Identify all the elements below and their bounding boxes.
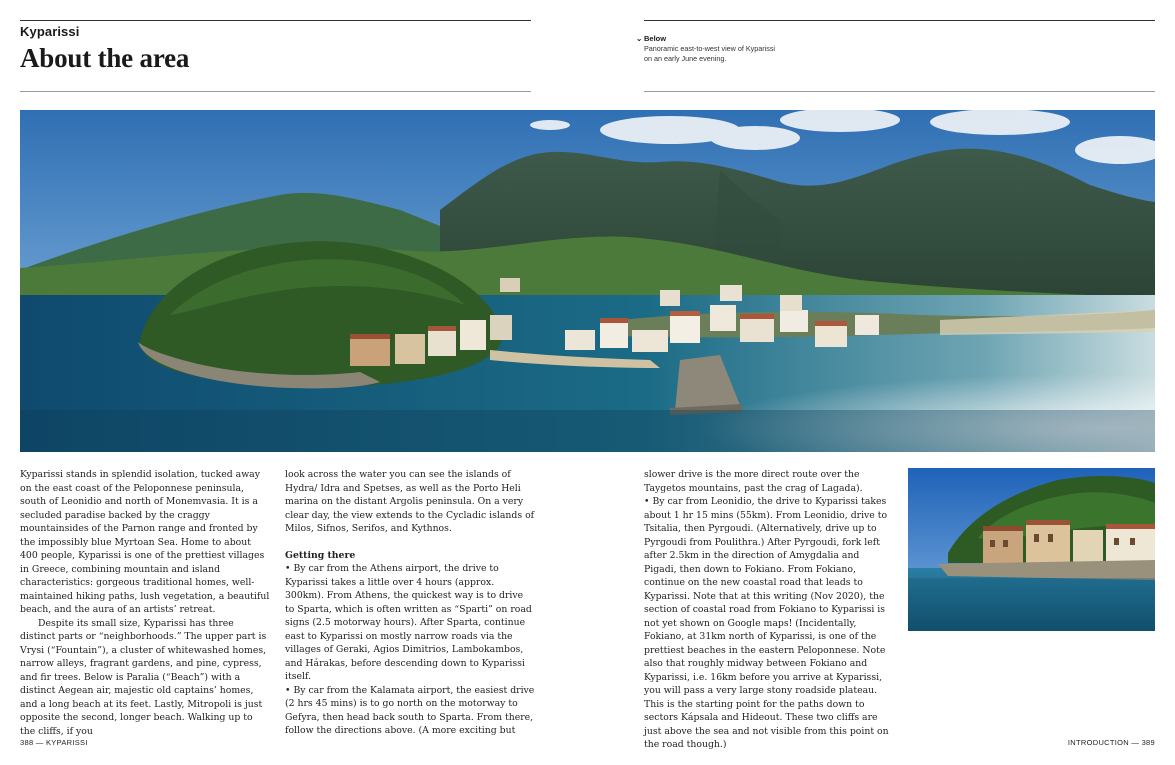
body-column-2 — [285, 468, 535, 738]
caption-label: Below — [644, 34, 667, 43]
paragraph: Despite its small size, Kyparissi has three distinct parts or “neighborhoods.” The upper part is Vrysi (“Fountain”), a cluster of whitewashed homes, narrow alleys, fragrant gardens, and pine, cypress, and fir trees. Below is Paralia (“Beach”) with a distinct Aegean air, majestic old captains’ homes, and a long beach at its feet. Lastly, Mitropoli is just opposite the second, longer beach. Walking up to the cliffs, if you — [20, 617, 267, 737]
body-column-1 — [20, 468, 270, 738]
subheading-getting-there: Getting there — [285, 549, 356, 561]
chevron-down-icon: ⌄ — [636, 34, 643, 43]
caption-text: Panoramic east-to-west view of Kyparissi on an early June evening. — [644, 44, 776, 63]
folio-right: INTRODUCTION — 389 — [1067, 738, 1155, 747]
paragraph: look across the water you can see the islands of Hydra/ Idra and Spetses, as well as the Porto Heli marina on the distant Argolis peninsula. On a very clear day, the view extends to the Cycladic islands of Milos, Sifnos, Serifos, and Kythnos. — [285, 469, 535, 534]
body-column-3 — [644, 468, 894, 752]
inset-photo — [908, 468, 1155, 631]
photo-caption — [636, 34, 776, 64]
folio-left: 388 — KYPARISSI — [20, 738, 88, 747]
top-rule-left — [20, 20, 531, 21]
bullet-item: • By car from the Athens airport, the drive to Kyparissi takes a little over 4 hours (approx. 300km). From Athens, the quickest way is to drive to Sparta, which is often written as “Sparti” on road signs (2.5 motorway hours). After Sparta, continue east to Kyparissi on mostly narrow roads via the villages of Geraki, Agios Dimitrios, Lambokambos, and Hárakas, before descending down to Kyparissi itself. — [285, 563, 532, 682]
panorama-photo — [20, 110, 1155, 452]
bullet-item: • By car from Leonidio, the drive to Kyparissi takes about 1 hr 15 mins (55km). From Leonidio, drive to Tsitalia, then Pyrgoudi. (Alternatively, drive up to Pyrgoudi from Poulithra.) After Pyrgoudi, fork left after 2.5km in the direction of Amygdalia and Pigadi, then down to Fokiano. From Fokiano, continue on the new coastal road that leads to Kyparissi. Note that at this writing (Nov 2020), the section of coastal road from Fokiano to Kyparissi is not yet shown on Google maps! (Incidentally, Fokiano, at 31km north of Kyparissi, is one of the prettiest beaches in the eastern Peloponnese. Note also that roughly midway between Fokiano and Kyparissi, i.e. 16km before you arrive at Kyparissi, you will pass a very large stony roadside plateau. This is the starting point for the paths down to sectors Kápsala and Hideout. These two cliffs are just above the sea and not visible from this point on the road though.) — [644, 496, 889, 750]
paragraph: Kyparissi stands in splendid isolation, tucked away on the east coast of the Peloponnese peninsula, south of Leonidio and north of Monemvasia. It is a secluded paradise backed by the craggy mountainsides of the Parnon range and fronted by the impossibly blue Myrtoan Sea. Home to about 400 people, Kyparissi is one of the prettiest villages in Greece, combining mountain and island characteristics: gorgeous traditional homes, well-maintained hiking paths, lush vegetation, a beautiful beach, and the aura of an artists’ retreat. — [20, 469, 270, 615]
section-kicker: Kyparissi — [20, 24, 80, 39]
header-bottom-rule-right — [644, 91, 1155, 92]
paragraph: slower drive is the more direct route over the Taygetos mountains, past the crag of Lagada). — [644, 469, 863, 494]
header-bottom-rule-left — [20, 91, 531, 92]
page-title: About the area — [20, 43, 190, 73]
caption-label-row — [636, 34, 776, 43]
top-rule-right — [644, 20, 1155, 21]
bullet-item: • By car from the Kalamata airport, the easiest drive (2 hrs 45 mins) is to go north on the motorway to Gefyra, then head back south to Sparta. From there, follow the directions above. (A more exciting but — [285, 684, 535, 736]
captains-homes — [983, 520, 1155, 564]
